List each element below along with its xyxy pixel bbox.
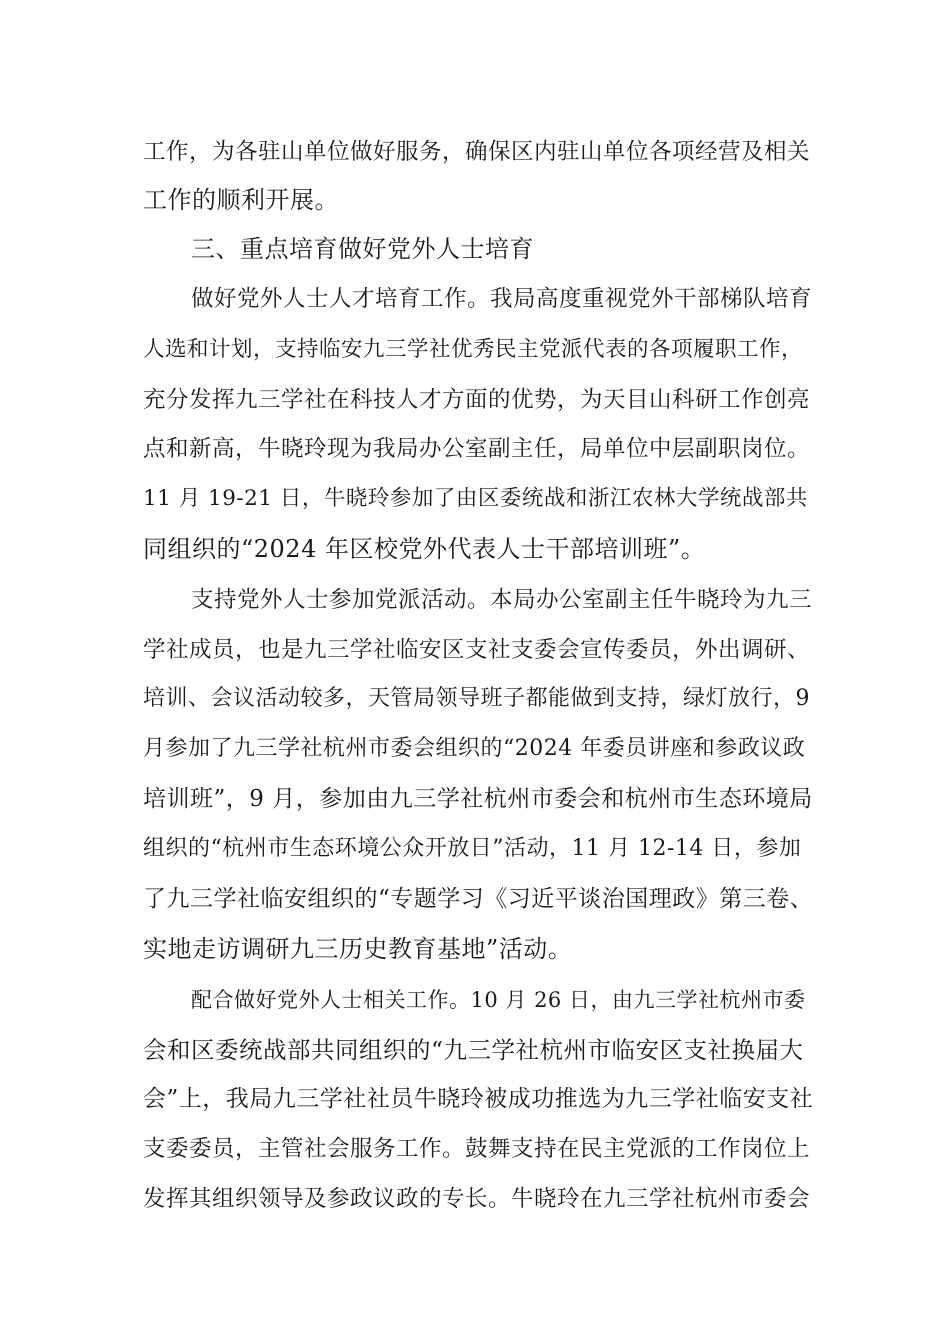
text-line: 同组织的“2024 年区校党外代表人士干部培训班”。 bbox=[143, 535, 706, 563]
text-line: 工作的顺利开展。 bbox=[143, 186, 339, 214]
section-heading: 三、重点培育做好党外人士培育 bbox=[191, 235, 534, 263]
text-line: 会”上，我局九三学社社员牛晓玲被成功推选为九三学社临安支社 bbox=[143, 1086, 814, 1112]
text-line: 人选和计划，支持临安九三学社优秀民主党派代表的各项履职工作， bbox=[143, 337, 804, 362]
text-line: 培训、会议活动较多，天管局领导班子都能做到支持，绿灯放行，9 bbox=[143, 686, 810, 711]
text-line: 学社成员，也是九三学社临安区支社支委会宣传委员，外出调研、 bbox=[143, 637, 811, 663]
text-line: 实地走访调研九三历史教育基地”活动。 bbox=[143, 935, 573, 963]
text-line: 配合做好党外人士相关工作。10 月 26 日，由九三学社杭州市委 bbox=[191, 988, 806, 1012]
text-line: 月参加了九三学社杭州市委会组织的“2024 年委员讲座和参政议政 bbox=[143, 736, 806, 761]
text-line: 发挥其组织领导及参政议政的专长。牛晓玲在九三学社杭州市委会 bbox=[143, 1186, 811, 1212]
text-line: 了九三学社临安组织的“专题学习《习近平谈治国理政》第三卷、 bbox=[143, 886, 814, 912]
text-line: 做好党外人士人才培育工作。我局高度重视党外干部梯队培育 bbox=[191, 286, 813, 312]
text-line: 组织的“杭州市生态环境公众开放日”活动，11 月 12-14 日，参加 bbox=[143, 836, 802, 861]
text-line: 培训班”，9 月，参加由九三学社杭州市委会和杭州市生态环境局 bbox=[143, 786, 813, 812]
text-line: 支持党外人士参加党派活动。本局办公室副主任牛晓玲为九三 bbox=[191, 587, 813, 613]
text-line: 工作，为各驻山单位做好服务，确保区内驻山单位各项经营及相关 bbox=[143, 139, 811, 165]
text-line: 11 月 19-21 日，牛晓玲参加了由区委统战和浙江农林大学统战部共 bbox=[143, 486, 808, 511]
text-line: 支委委员，主管社会服务工作。鼓舞支持在民主党派的工作岗位上 bbox=[143, 1136, 811, 1162]
text-line: 充分发挥九三学社在科技人才方面的优势，为天目山科研工作创亮 bbox=[143, 387, 811, 413]
text-line: 点和新高，牛晓玲现为我局办公室副主任，局单位中层副职岗位。 bbox=[143, 436, 811, 462]
text-line: 会和区委统战部共同组织的“九三学社杭州市临安区支社换届大 bbox=[143, 1036, 804, 1064]
